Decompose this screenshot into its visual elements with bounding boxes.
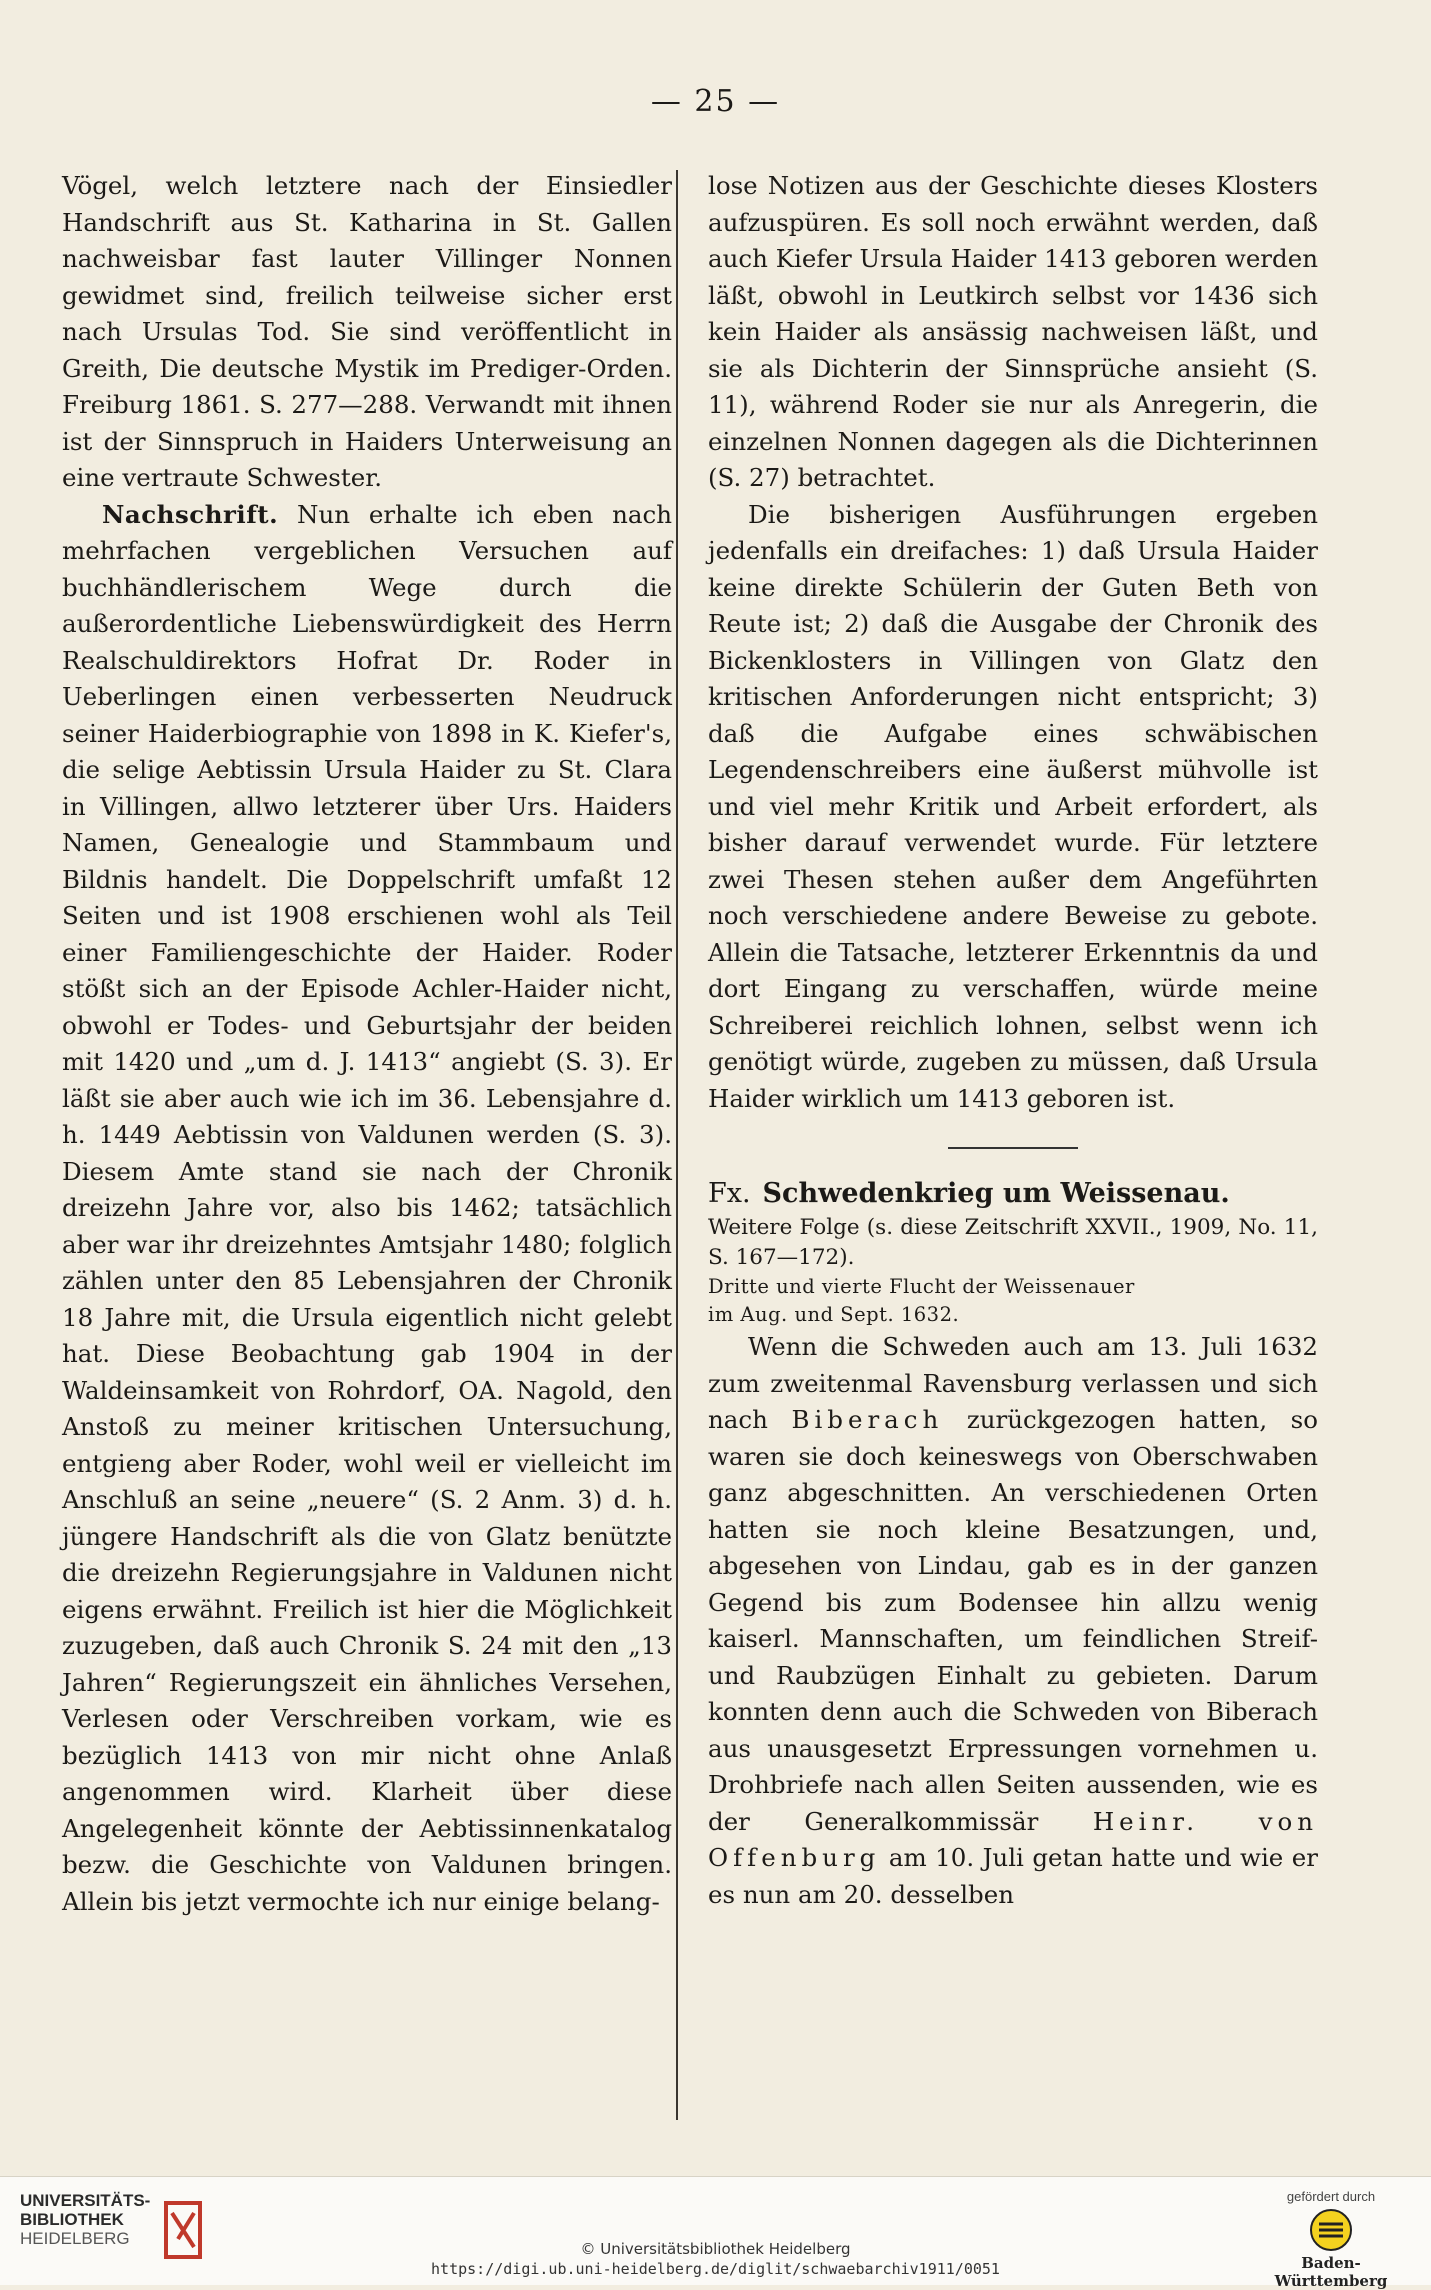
- text-spaced: Biberach: [791, 1405, 944, 1434]
- paragraph: Vögel, welch letztere nach der Einsiedler Handschrift aus St. Katharina in St. Gallen nachweisbar fast lauter Villinger Nonnen gewidmet sind, freilich teilweise sicher erst nach Ursulas Tod. Sie sind veröffentlicht in Greith, Die deutsche Mystik im Prediger-Orden. Freiburg 1861. S. 277—288. Verwandt mit ihnen ist der Sinnspruch in Haiders Unterweisung an eine vertraute Schwester.: [62, 171, 672, 492]
- library-name-line: BIBLIOTHEK: [20, 2210, 124, 2229]
- copyright-notice: [0, 2239, 1431, 2279]
- text: Wenn die Schweden auch am 13. Juli 1632 zum zweitenmal Ravensburg verlassen und sich nach: [708, 1332, 1318, 1434]
- article-subtitle: Weitere Folge (s. diese Zeitschrift XXVII., 1909, No. 11, S. 167—172).: [708, 1215, 1318, 1270]
- text: zurückgezogen hatten, so waren sie doch keineswegs von Oberschwaben ganz abgeschnitten. An verschiedenen Orten hatten sie noch kleine Besatzungen, und, abgesehen von Lindau, gab es in der ganzen Gegend bis zum Bodensee hin allzu wenig kaiserl. Mannschaften, um feindlichen Streif- und Raubzügen Einhalt zu gebieten. Darum konnten denn auch die Schweden von Biberach aus unausgesetzt Erpressungen vornehmen u. Drohbriefe nach allen Seiten aussenden, wie es der Generalkommissär: [708, 1405, 1318, 1836]
- section-heading-line: im Aug. und Sept. 1632.: [708, 1303, 960, 1326]
- paragraph-lead: Nachschrift.: [102, 499, 279, 529]
- source-url-link[interactable]: https://digi.ub.uni-heidelberg.de/diglit/schwaebarchiv1911/0051: [431, 2260, 1000, 2278]
- paragraph: Die bisherigen Ausführungen ergeben jedenfalls ein dreifaches: 1) daß Ursula Haider keine direkte Schülerin der Guten Beth von Reute ist; 2) daß die Ausgabe der Chronik des Bickenklosters in Villingen von Glatz den kritischen Anforderungen nicht entspricht; 3) daß die Aufgabe eines schwäbischen Legendenschreibers eine äußerst mühvolle ist und viel mehr Kritik und Arbeit erfordert, als bisher darauf verwendet wurde. Für letztere zwei Thesen stehen außer dem Angeführten noch verschiedene andere Beweise zu gebote. Allein die Tatsache, letzterer Erkenntnis da und dort Eingang zu verschaffen, würde meine Schreiberei reichlich lohnen, selbst wenn ich genötigt würde, zugeben zu müssen, daß Ursula Haider wirklich um 1413 geboren ist.: [708, 499, 1318, 1113]
- paragraph-body: Nun erhalte ich eben nach mehrfachen vergeblichen Versuchen auf buchhändlerischem Wege durch die außerordentliche Liebenswürdigkeit des Herrn Realschuldirektors Hofrat Dr. Roder in Ueberlingen einen verbesserten Neudruck seiner Haiderbiographie von 1898 in K. Kiefer's, die selige Aebtissin Ursula Haider zu St. Clara in Villingen, allwo letzterer über Urs. Haiders Namen, Genealogie und Stammbaum und Bildnis handelt. Die Doppelschrift umfaßt 12 Seiten und ist 1908 erschienen wohl als Teil einer Familiengeschichte der Haider. Roder stößt sich an der Episode Achler-Haider nicht, obwohl er Todes- und Geburtsjahr der beiden mit 1420 und „um d. J. 1413“ angiebt (S. 3). Er läßt sie aber auch wie ich im 36. Lebensjahre d. h. 1449 Aebtissin von Valdunen werden (S. 3). Diesem Amte stand sie nach der Chronik dreizehn Jahre vor, also bis 1462; tatsächlich aber war ihr dreizehntes Amtsjahr 1480; folglich zählen unter den 85 Lebensjahren der Chronik 18 Jahre mit, die Ursula eigentlich nicht gelebt hat. Diese Beobachtung gab 1904 in der Waldeinsamkeit von Rohrdorf, OA. Nagold, den Anstoß zu meiner kritischen Untersuchung, entgieng aber Roder, wohl weil er vielleicht im Anschluß an seine „neuere“ (S. 2 Anm. 3) d. h. jüngere Handschrift als die von Glatz benützte die dreizehn Regierungsjahre in Valdunen nicht eigens erwähnt. Freilich ist hier die Möglichkeit zuzugeben, daß auch Chronik S. 24 mit den „13 Jahren“ Regierungszeit ein ähnliches Versehen, Verlesen oder Verschreiben vorkam, wie es bezüglich 1413 von mir nicht ohne Anlaß angenommen wird. Klarheit über diese Angelegenheit könnte der Aebtissinnenkatalog bezw. die Geschichte von Valdunen bringen. Allein bis jetzt vermochte ich nur einige belang-: [62, 499, 672, 1916]
- funded-label: gefördert durch: [1286, 2189, 1376, 2204]
- section-rule: [948, 1147, 1078, 1149]
- text: am 10. Juli getan hatte und wie er es nun am 20. desselben: [708, 1843, 1318, 1909]
- funder-block: [1251, 2189, 1411, 2290]
- copyright-text: © Universitätsbibliothek Heidelberg: [580, 2240, 851, 2258]
- text-spaced: Heinr. von Offenburg: [708, 1806, 1318, 1872]
- footer: [0, 2176, 1431, 2290]
- left-column: [62, 168, 672, 1920]
- section-heading-line: Dritte und vierte Flucht der Weissenauer: [708, 1275, 1135, 1298]
- library-name-line: UNIVERSITÄTS-: [20, 2191, 151, 2210]
- paragraph-nachschrift: [62, 497, 672, 1921]
- coat-of-arms-icon: [1309, 2208, 1353, 2252]
- page-number: — 25 —: [650, 84, 781, 119]
- funder-name: Baden-Württemberg: [1274, 2254, 1388, 2290]
- column-divider: [676, 170, 678, 2120]
- right-column: [708, 168, 1318, 1913]
- paragraph: lose Notizen aus der Geschichte dieses Klosters aufzuspüren. Es soll noch erwähnt werden, daß auch Kiefer Ursula Haider 1413 geboren werden läßt, obwohl in Leutkirch selbst vor 1436 sich kein Haider als ansässig nachweisen läßt, und sie als Dichterin der Sinnsprüche ansieht (S. 11), während Roder sie nur als Anregerin, die einzelnen Nonnen dagegen als die Dichterinnen (S. 27) betrachtet.: [708, 171, 1318, 492]
- library-name-line: HEIDELBERG: [20, 2229, 130, 2248]
- paragraph: [708, 1329, 1318, 1913]
- article-author-code: Fx.: [708, 1178, 751, 1209]
- article-title: [708, 1175, 1318, 1213]
- article-title-text: Schwedenkrieg um Weissenau.: [762, 1178, 1230, 1209]
- article-section-heading: [708, 1273, 1318, 1329]
